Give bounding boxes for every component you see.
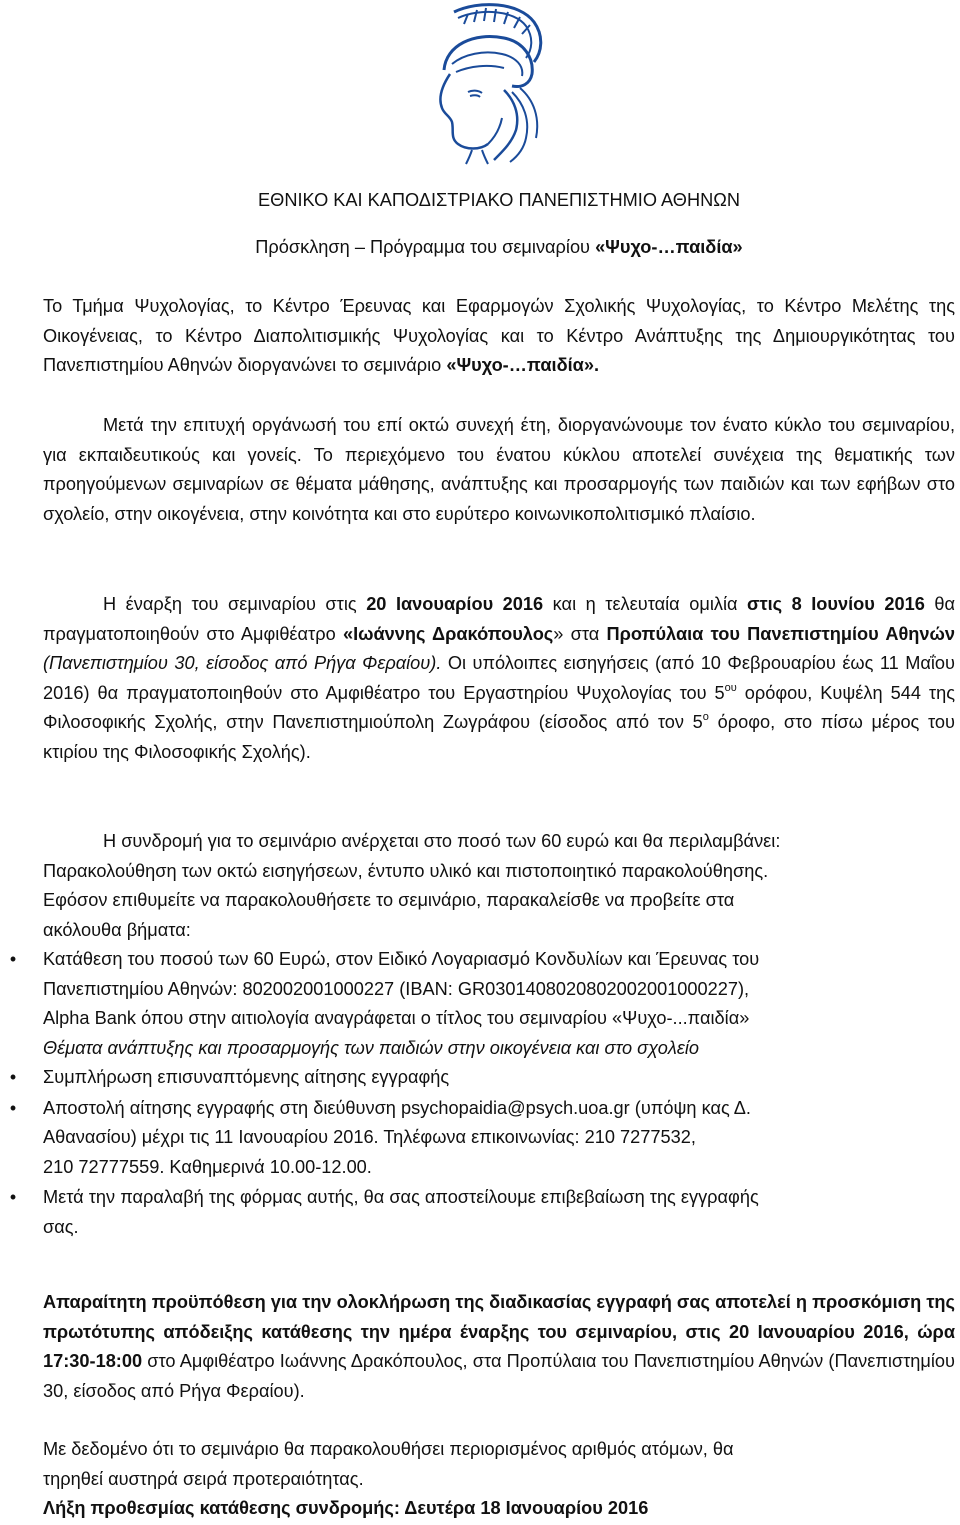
seminar-name: «Ψυχο-…παιδία» — [595, 237, 743, 257]
location-name: Προπύλαια του Πανεπιστημίου Αθηνών — [606, 623, 955, 644]
fee-line: Παρακολούθηση των οκτώ εισηγήσεων, έντυπο υλικό και πιστοποιητικό παρακολούθησης. — [43, 860, 769, 881]
cycle-paragraph: Μετά την επιτυχή οργάνωσή του επί οκτώ συνεχή έτη, διοργανώνουμε τον ένατο κύκλο του σεμιναρίου, για εκπαιδευτικούς και γονείς. Το περιεχόμενο του ένατου κύκλου αποτελεί συνέχεια της θεματικής των προηγούμενων σεμιναρίων σε θέματα μάθησης, ανάπτυξης και προσαρμογής των παιδιών και των εφήβων στο σχολείο, στην οικογένεια, στην κοινότητα και στο ευρύτερο κοινωνικοπολιτισμικό πλαίσιο. — [43, 415, 955, 524]
requirement-paragraph: Απαραίτητη προϋπόθεση για την ολοκλήρωση της διαδικασίας εγγραφή σας αποτελεί η προσκόμιση της πρωτότυπης απόδειξης κατάθεσης την ημέρα έναρξης του σεμιναρίου, στις 20 Ιανουαρίου 2016, ώρα 17:30-18:00 στο Αμφιθέατρο Ιωάννης Δρακόπουλος, στα Προπύλαια του Πανεπιστημίου Αθηνών (Πανεπιστημίου 30, είσοδος από Ρήγα Φεραίου). — [43, 1292, 955, 1401]
bullet-icon: • — [9, 1067, 17, 1087]
hall-name: «Ιωάννης Δρακόπουλος — [342, 623, 554, 644]
list-item: • Αποστολή αίτησης εγγραφής στη διεύθυνση psychopaidia@psych.uoa.gr (υπόψη κας Δ. Αθανασίου) μέχρι τις 11 Ιανουαρίου 2016. Τηλέφωνα επικοινωνίας: 210 7277532, 210 72777559. Καθημερινά 10.00-12.00. — [43, 1094, 955, 1183]
end-date: στις 8 Ιουνίου 2016 — [747, 594, 925, 614]
seminar-name-inline: «Ψυχο-…παιδία». — [446, 355, 600, 375]
list-item: • Μετά την παραλαβή της φόρμας αυτής, θα σας αποστείλουμε επιβεβαίωση της εγγραφής σας. — [43, 1183, 955, 1242]
fee-line: Εφόσον επιθυμείτε να παρακολουθήσετε το σεμινάριο, παρακαλείσθε να προβείτε στα — [43, 890, 735, 910]
closing-paragraph: Με δεδομένο ότι το σεμινάριο θα παρακολουθήσει περιορισμένος αριθμός ατόμων, θα τηρηθεί αυστηρά σειρά προτεραιότητας. Λήξη προθεσμίας κατάθεσης συνδρομής: Δευτέρα 18 Ιανουαρίου 2016 — [43, 1439, 734, 1518]
schedule-paragraph: Η έναρξη του σεμιναρίου στις 20 Ιανουαρίου 2016 και η τελευταία ομιλία στις 8 Ιουνίου 2016 θα πραγματοποιηθούν στο Αμφιθέατρο «Ιωάννης Δρακόπουλος» στα Προπύλαια του Πανεπιστημίου Αθηνών (Πανεπιστημίου 30, είσοδος από Ρήγα Φεραίου). Οι υπόλοιπες εισηγήσεις (από 10 Φεβρουαρίου έως 11 Μαΐου 2016) θα πραγματοποιηθούν στο Αμφιθέατρο του Εργαστηρίου Ψυχολογίας του $5^{o\upsilon}$ ορόφου, Κυψέλη 544 της Φιλοσοφικής Σχολής, στην Πανεπιστημιούπολη Ζωγράφου (είσοδος από τον $5^o$ όροφο, στο πίσω μέρος του κτιρίου της Φιλοσοφικής Σχολής). — [43, 594, 956, 762]
bullet-icon: • — [9, 949, 17, 969]
invitation-title: Πρόσκληση – Πρόγραμμα του σεμιναρίου «Ψυχο-…παιδία» — [255, 237, 743, 257]
university-title: ΕΘΝΙΚΟ ΚΑΙ ΚΑΠΟΔΙΣΤΡΙΑΚΟ ΠΑΝΕΠΙΣΤΗΜΙΟ ΑΘΗΝΩΝ — [258, 190, 740, 210]
deadline: Λήξη προθεσμίας κατάθεσης συνδρομής: Δευτέρα 18 Ιανουαρίου 2016 — [43, 1498, 649, 1518]
list-item: • Κατάθεση του ποσού των 60 Ευρώ, στον Ειδικό Λογαριασμό Κονδυλίων και Έρευνας του Πανεπιστημίου Αθηνών: 802002001000227 (IBAN: GR0301408020802002001000227), Alpha Bank όπου στην αιτιολογία αναγράφεται ο τίτλος του σεμιναρίου «Ψυχο-...παιδία» Θέματα ανάπτυξης και προσαρμογής των παιδιών στην οικογένεια και στο σχολείο — [43, 945, 955, 1063]
athena-helmet-logo-icon — [384, 0, 584, 165]
fee-paragraph — [43, 827, 955, 945]
fee-line: Η συνδρομή για το σεμινάριο ανέρχεται στο ποσό των 60 ευρώ και θα περιλαμβάνει: — [103, 831, 781, 851]
location-address: (Πανεπιστημίου 30, είσοδος από Ρήγα Φεραίου). — [43, 653, 442, 673]
intro-paragraph: Το Τμήμα Ψυχολογίας, το Κέντρο Έρευνας και Εφαρμογών Σχολικής Ψυχολογίας, το Κέντρο Μελέτης της Οικογένειας, το Κέντρο Διαπολιτισμικής Ψυχολογίας και το Κέντρο Ανάπτυξης της Δημιουργικότητας του Πανεπιστημίου Αθηνών διοργανώνει το σεμινάριο «Ψυχο-…παιδία». — [43, 296, 955, 375]
start-date: 20 Ιανουαρίου 2016 — [366, 594, 544, 614]
bullet-icon: • — [9, 1187, 17, 1207]
bullet-icon: • — [9, 1097, 17, 1118]
list-item: • Συμπλήρωση επισυναπτόμενης αίτησης εγγραφής — [43, 1063, 955, 1093]
steps-list — [9, 945, 955, 1242]
fee-line: ακόλουθα βήματα: — [43, 919, 191, 940]
